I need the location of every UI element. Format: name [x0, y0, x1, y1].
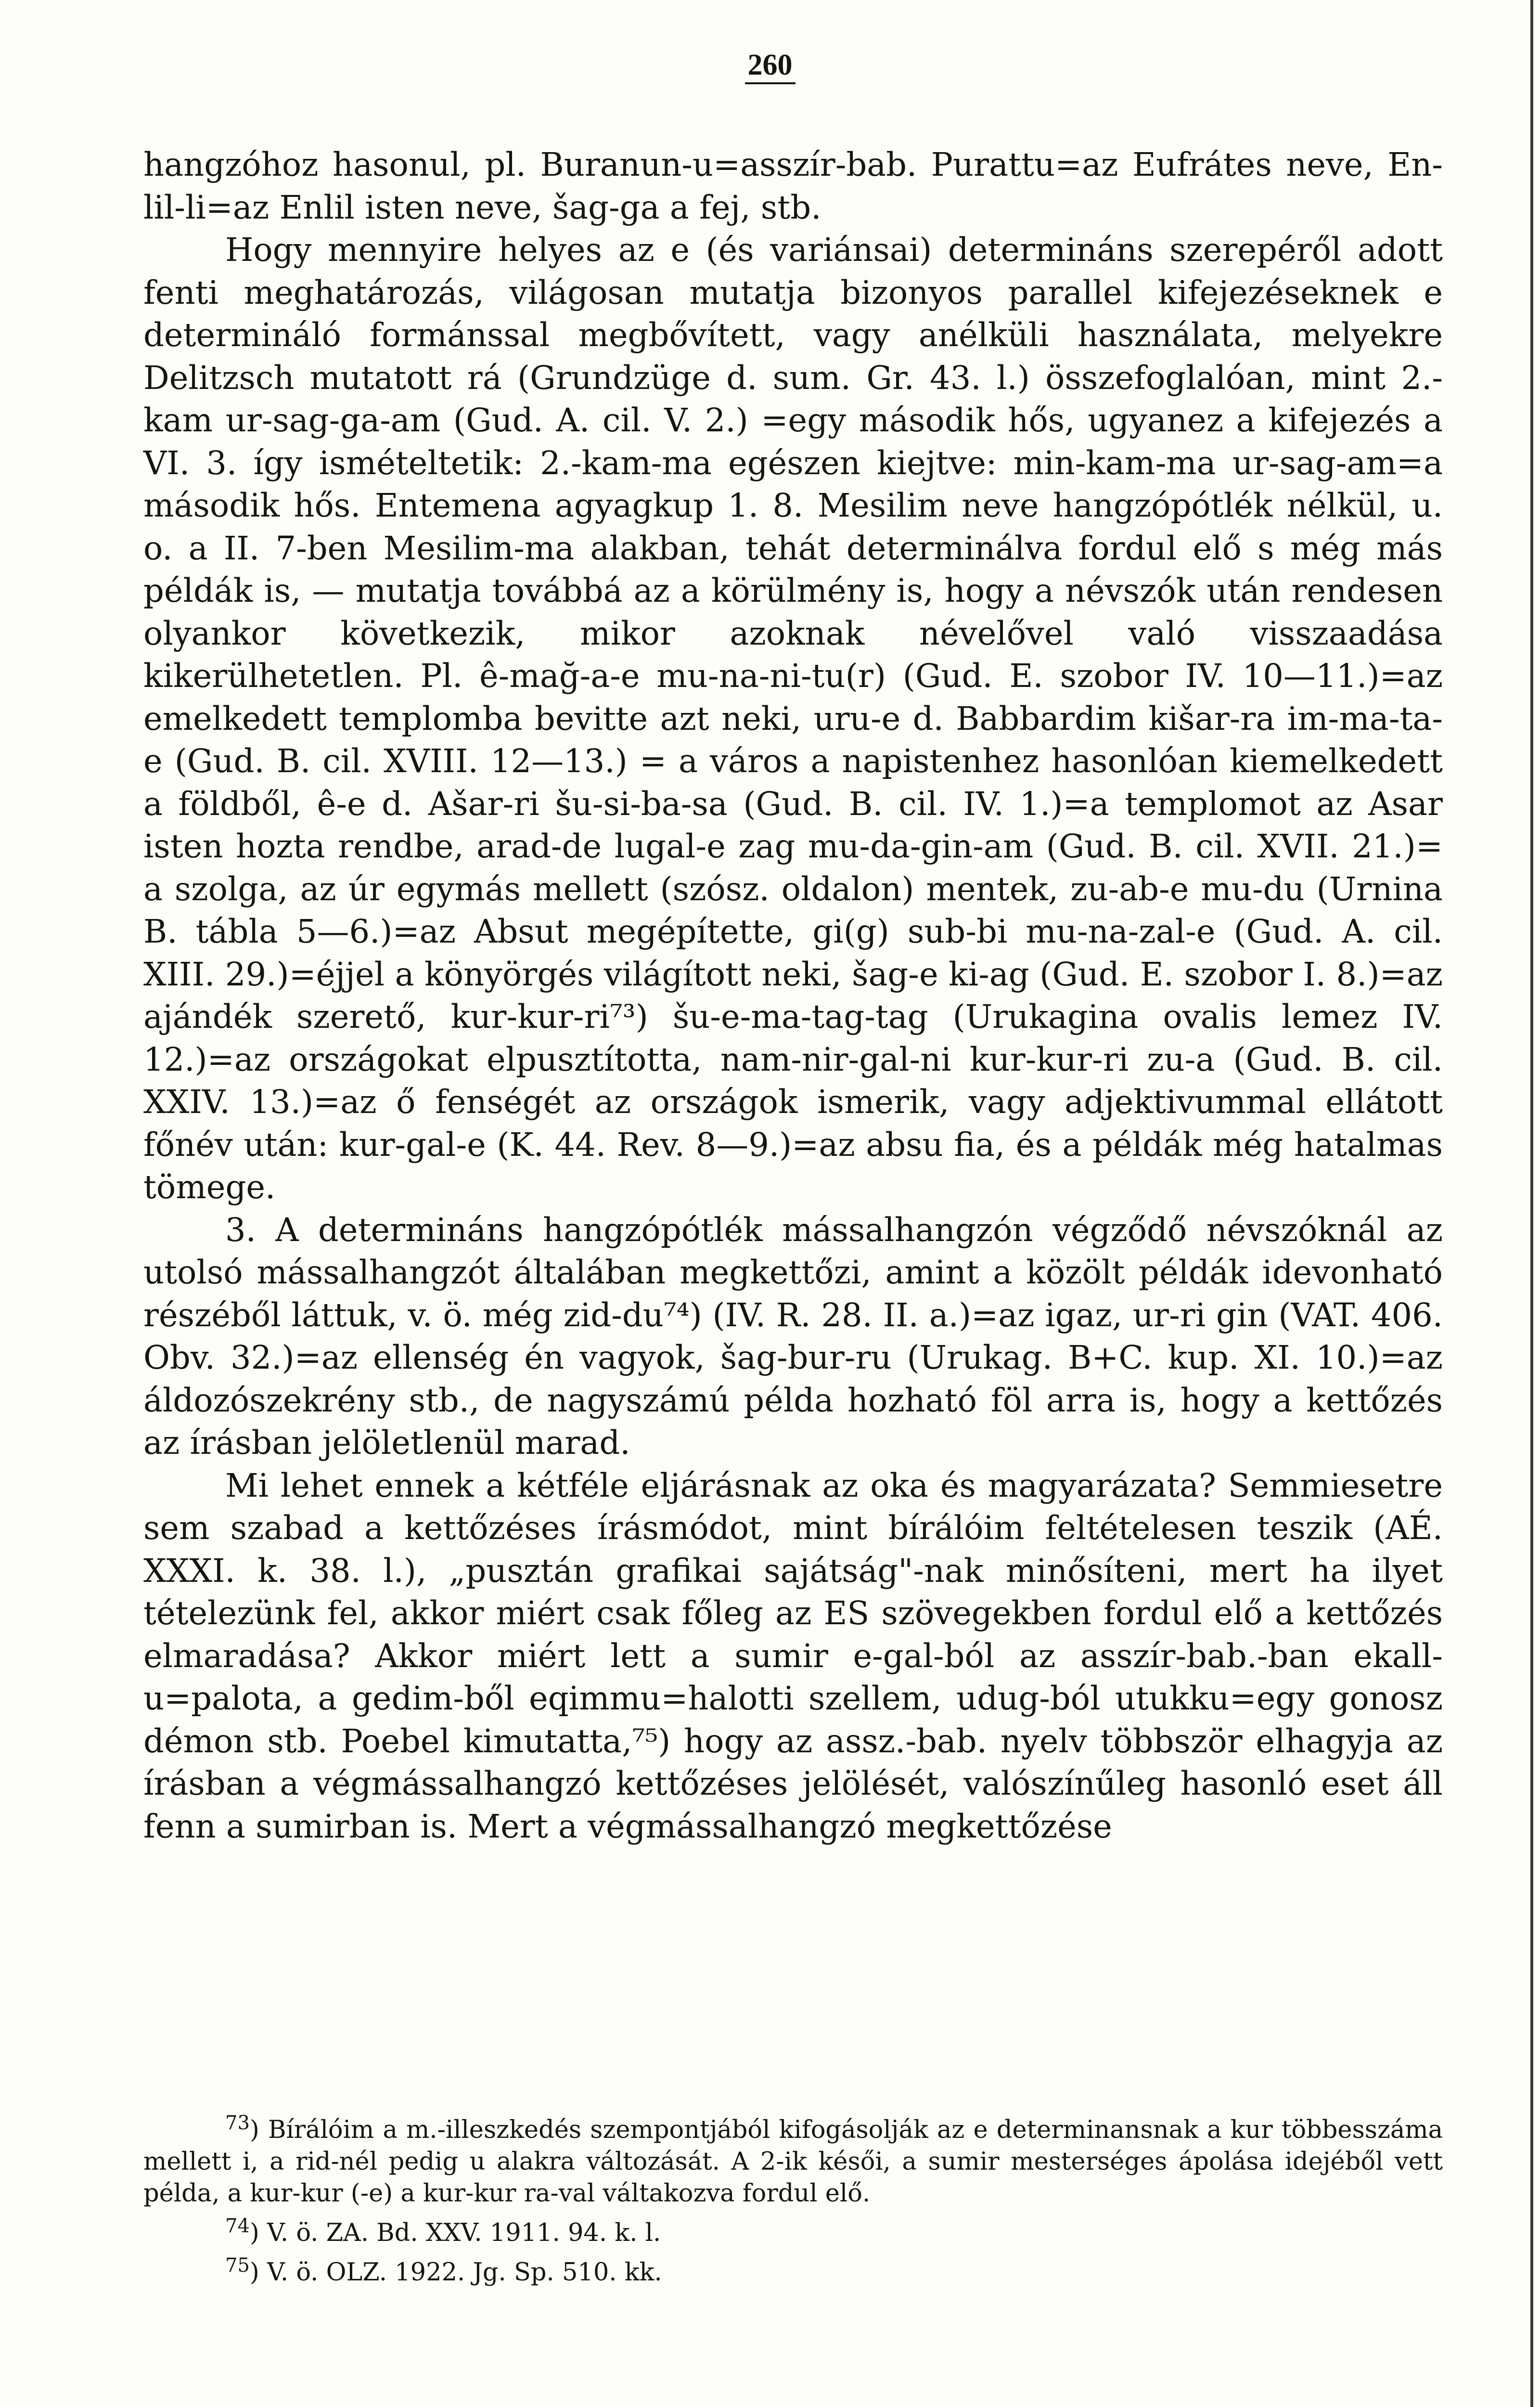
scan-edge-line: [1530, 0, 1533, 2407]
page-number: [0, 48, 1540, 82]
paragraph-4: Mi lehet ennek a kétféle eljárásnak az oka és magyarázata? Semmiesetre sem szabad a kettőzéses írásmódot, mint bírálóim feltételesen teszik (AÉ. XXXI. k. 38. l.), „pusztán grafikai sajátság"-nak minősíteni, mert ha ilyet tételezünk fel, akkor miért csak főleg az ES szövegekben fordul elő a kettőzés elmaradása? Akkor miért lett a sumir e-gal-ból az asszír-bab.-ban ekall-u=palota, a gedim-ből eqimmu=halotti szellem, udug-ból utukku=egy gonosz démon stb. Poebel kimutatta,⁷⁵) hogy az assz.-bab. nyelv többször elhagyja az írásban a végmássalhangzó kettőzéses jelölését, valószínűleg hasonló eset áll fenn a sumirban is. Mert a végmássalhangzó megkettőzése: [143, 1466, 1443, 1845]
footnote-74: [225, 2217, 1443, 2249]
paragraph-1: hangzóhoz hasonul, pl. Buranun-u=asszír-bab. Purattu=az Eufrátes neve, En-lil-li=az Enlil isten neve, šag-ga a fej, stb.: [143, 146, 1443, 226]
footnote-75: [225, 2254, 1443, 2289]
footnote-74-text: ) V. ö. ZA. Bd. XXV. 1911. 94. k. l.: [249, 2219, 661, 2247]
footnote-75-text: ) V. ö. OLZ. 1922. Jg. Sp. 510. kk.: [249, 2258, 662, 2287]
footnote-73: [143, 2114, 1443, 2210]
footnotes: [143, 2114, 1443, 2289]
footnote-74-mark: 74: [225, 2215, 250, 2237]
main-text: [143, 143, 1443, 1848]
footnote-73-mark: 73: [225, 2112, 250, 2134]
page-number-text: 260: [745, 49, 796, 84]
paragraph-3: 3. A determináns hangzópótlék mássalhangzón végződő névszóknál az utolsó mássalhangzót általában megkettőzi, amint a közölt példák idevonható részéből láttuk, v. ö. még zid-du⁷⁴) (IV. R. 28. II. a.)=az igaz, ur-ri gin (VAT. 406. Obv. 32.)=az ellenség én vagyok, šag-bur-ru (Urukag. B+C. kup. XI. 10.)=az áldozószekrény stb., de nagyszámú példa hozható föl arra is, hogy a kettőzés az írásban jelöletlenül marad.: [143, 1211, 1443, 1462]
footnote-73-text: ) Bírálóim a m.-illeszkedés szempontjából kifogásolják az e determinansnak a kur többesszáma mellett i, a rid-nél pedig u alakra változását. A 2-ik késői, a sumir mesterséges ápolása idejéből vett példa, a kur-kur (-e) a kur-kur ra-val váltakozva fordul elő.: [143, 2116, 1443, 2208]
footnote-75-mark: 75: [225, 2254, 250, 2277]
paragraph-2: Hogy mennyire helyes az e (és variánsai) determináns szerepéről adott fenti meghatározás, világosan mutatja bizonyos parallel kifejezéseknek e determináló formánssal megbővített, vagy anélküli használata, melyekre Delitzsch mutatott rá (Grundzüge d. sum. Gr. 43. l.) összefoglalóan, mint 2.-kam ur-sag-ga-am (Gud. A. cil. V. 2.) =egy második hős, ugyanez a kifejezés a VI. 3. így ismételtetik: 2.-kam-ma egészen kiejtve: min-kam-ma ur-sag-am=a második hős. Entemena agyagkup 1. 8. Mesilim neve hangzópótlék nélkül, u. o. a II. 7-ben Mesilim-ma alakban, tehát determinálva fordul elő s még más példák is, — mutatja továbbá az a körülmény is, hogy a névszók után rendesen olyankor következik, mikor azoknak névelővel való visszaadása kikerülhetetlen. Pl. ê-mağ-a-e mu-na-ni-tu(r) (Gud. E. szobor IV. 10—11.)=az emelkedett templomba bevitte azt neki, uru-e d. Babbardim kišar-ra im-ma-ta-e (Gud. B. cil. XVIII. 12—13.) = a város a napistenhez hasonlóan kiemelkedett a földből, ê-e d. Ašar-ri šu-si-ba-sa (Gud. B. cil. IV. 1.)=a templomot az Asar isten hozta rendbe, arad-de lugal-e zag mu-da-gin-am (Gud. B. cil. XVII. 21.)= a szolga, az úr egymás mellett (szósz. oldalon) mentek, zu-ab-e mu-du (Urnina B. tábla 5—6.)=az Absut megépítette, gi(g) sub-bi mu-na-zal-e (Gud. A. cil. XIII. 29.)=éjjel a könyörgés világított neki, šag-e ki-ag (Gud. E. szobor I. 8.)=az ajándék szerető, kur-kur-ri⁷³) šu-e-ma-tag-tag (Urukagina ovalis lemez IV. 12.)=az országokat elpusztította, nam-nir-gal-ni kur-kur-ri zu-a (Gud. B. cil. XXIV. 13.)=az ő fenségét az országok ismerik, vagy adjektivummal ellátott főnév után: kur-gal-e (K. 44. Rev. 8—9.)=az absu fia, és a példák még hatalmas tömege.: [143, 231, 1443, 1206]
